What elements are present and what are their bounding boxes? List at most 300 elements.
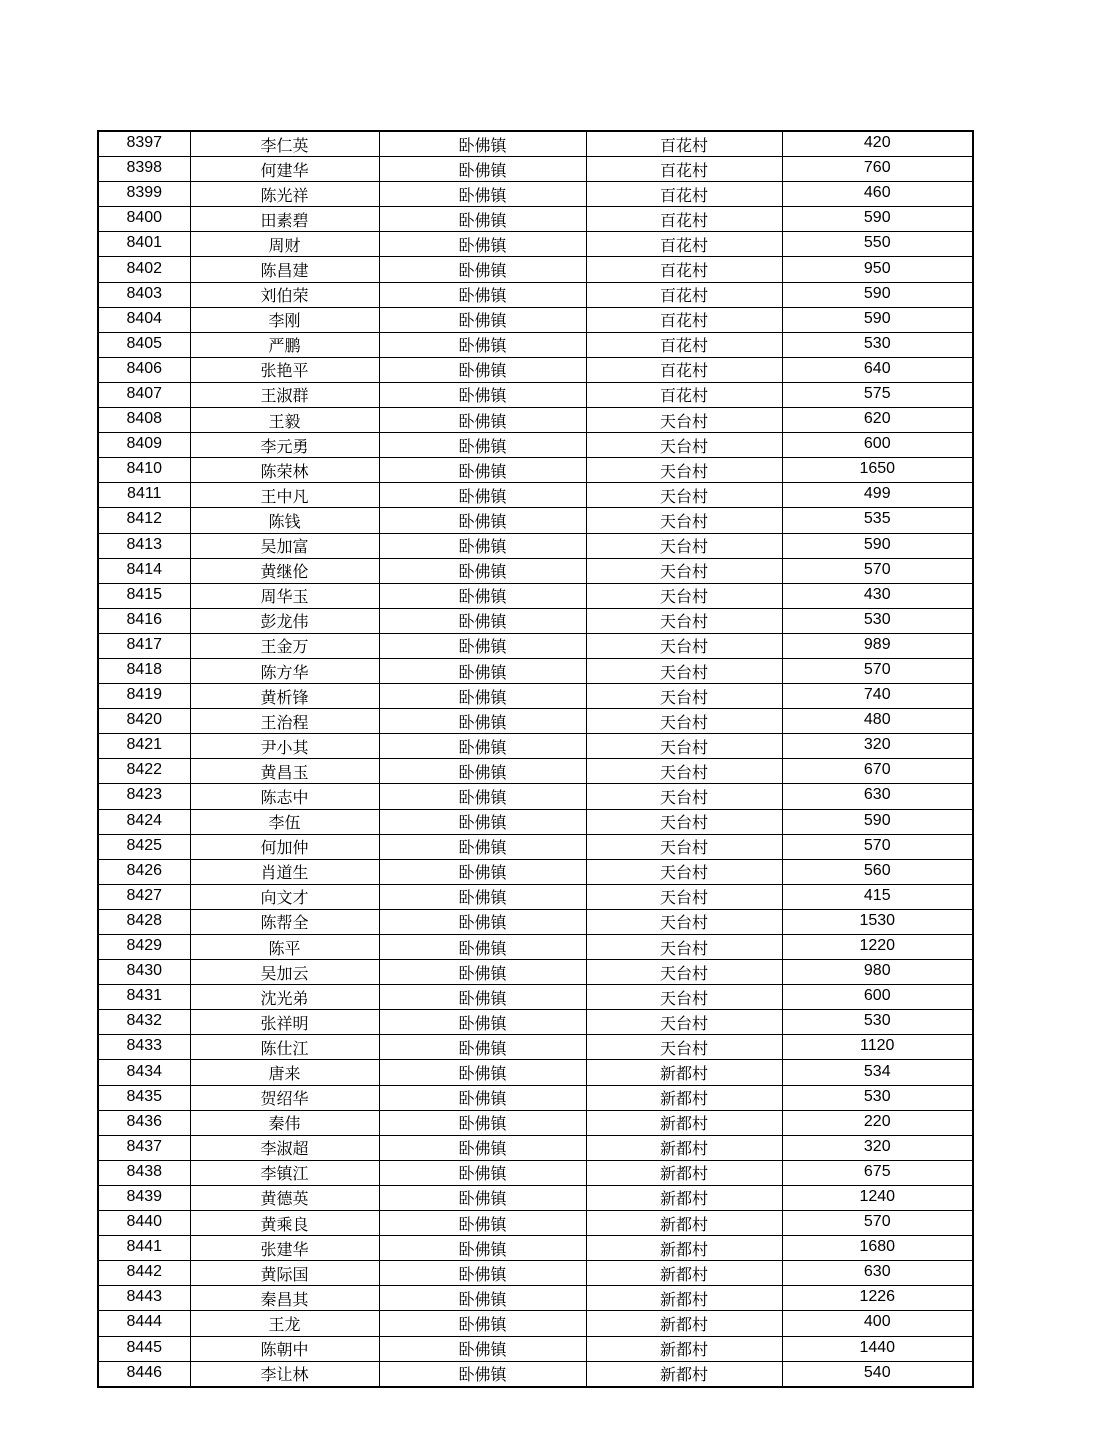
cell-village: 新都村: [586, 1135, 782, 1160]
cell-name: 王金万: [190, 633, 379, 658]
cell-id: 8406: [98, 357, 190, 382]
cell-id: 8443: [98, 1286, 190, 1311]
cell-town: 卧佛镇: [379, 157, 586, 182]
cell-id: 8425: [98, 834, 190, 859]
cell-village: 天台村: [586, 884, 782, 909]
cell-town: 卧佛镇: [379, 382, 586, 407]
cell-town: 卧佛镇: [379, 1185, 586, 1210]
cell-village: 天台村: [586, 433, 782, 458]
cell-id: 8431: [98, 985, 190, 1010]
table-row: [98, 960, 973, 985]
cell-amount: 630: [782, 1261, 973, 1286]
cell-name: 张艳平: [190, 357, 379, 382]
cell-village: 新都村: [586, 1311, 782, 1336]
cell-name: 何建华: [190, 157, 379, 182]
cell-id: 8439: [98, 1185, 190, 1210]
table-row: [98, 909, 973, 934]
cell-amount: 570: [782, 1211, 973, 1236]
cell-village: 新都村: [586, 1261, 782, 1286]
cell-village: 百花村: [586, 307, 782, 332]
cell-town: 卧佛镇: [379, 433, 586, 458]
cell-amount: 530: [782, 332, 973, 357]
table-row: [98, 935, 973, 960]
cell-town: 卧佛镇: [379, 633, 586, 658]
cell-amount: 415: [782, 884, 973, 909]
cell-id: 8407: [98, 382, 190, 407]
table-row: [98, 583, 973, 608]
cell-town: 卧佛镇: [379, 257, 586, 282]
cell-id: 8436: [98, 1110, 190, 1135]
cell-id: 8411: [98, 483, 190, 508]
cell-id: 8401: [98, 232, 190, 257]
cell-name: 王龙: [190, 1311, 379, 1336]
cell-amount: 460: [782, 182, 973, 207]
cell-village: 天台村: [586, 784, 782, 809]
cell-amount: 499: [782, 483, 973, 508]
cell-name: 黄继伦: [190, 558, 379, 583]
cell-amount: 560: [782, 859, 973, 884]
cell-amount: 1680: [782, 1236, 973, 1261]
table-row: [98, 1035, 973, 1060]
cell-village: 天台村: [586, 935, 782, 960]
cell-amount: 530: [782, 608, 973, 633]
cell-name: 唐来: [190, 1060, 379, 1085]
cell-town: 卧佛镇: [379, 483, 586, 508]
cell-name: 李刚: [190, 307, 379, 332]
cell-town: 卧佛镇: [379, 307, 586, 332]
table-row: [98, 1311, 973, 1336]
cell-amount: 1120: [782, 1035, 973, 1060]
cell-name: 陈方华: [190, 658, 379, 683]
table-row: [98, 1060, 973, 1085]
cell-name: 陈光祥: [190, 182, 379, 207]
table-row: [98, 332, 973, 357]
table-row: [98, 533, 973, 558]
cell-amount: 320: [782, 1135, 973, 1160]
cell-name: 李让林: [190, 1361, 379, 1387]
cell-id: 8435: [98, 1085, 190, 1110]
cell-village: 天台村: [586, 834, 782, 859]
cell-name: 李元勇: [190, 433, 379, 458]
table-row: [98, 734, 973, 759]
cell-name: 周华玉: [190, 583, 379, 608]
cell-town: 卧佛镇: [379, 458, 586, 483]
cell-name: 贺绍华: [190, 1085, 379, 1110]
cell-village: 新都村: [586, 1185, 782, 1210]
cell-name: 李淑超: [190, 1135, 379, 1160]
table-row: [98, 759, 973, 784]
cell-town: 卧佛镇: [379, 182, 586, 207]
cell-town: 卧佛镇: [379, 1336, 586, 1361]
cell-id: 8402: [98, 257, 190, 282]
cell-town: 卧佛镇: [379, 1286, 586, 1311]
cell-town: 卧佛镇: [379, 533, 586, 558]
cell-amount: 600: [782, 433, 973, 458]
cell-id: 8442: [98, 1261, 190, 1286]
cell-id: 8438: [98, 1160, 190, 1185]
cell-amount: 550: [782, 232, 973, 257]
cell-id: 8415: [98, 583, 190, 608]
table-row: [98, 483, 973, 508]
table-row: [98, 684, 973, 709]
cell-town: 卧佛镇: [379, 608, 586, 633]
table-row: [98, 1110, 973, 1135]
cell-amount: 534: [782, 1060, 973, 1085]
cell-name: 严鹏: [190, 332, 379, 357]
cell-id: 8403: [98, 282, 190, 307]
cell-amount: 220: [782, 1110, 973, 1135]
record-table: [97, 130, 974, 1388]
cell-id: 8446: [98, 1361, 190, 1387]
cell-id: 8405: [98, 332, 190, 357]
table-row: [98, 884, 973, 909]
cell-village: 百花村: [586, 207, 782, 232]
cell-village: 天台村: [586, 909, 782, 934]
cell-amount: 675: [782, 1160, 973, 1185]
cell-amount: 590: [782, 207, 973, 232]
cell-amount: 590: [782, 307, 973, 332]
cell-id: 8437: [98, 1135, 190, 1160]
table-row: [98, 1185, 973, 1210]
cell-id: 8427: [98, 884, 190, 909]
cell-name: 陈仕江: [190, 1035, 379, 1060]
table-row: [98, 1336, 973, 1361]
cell-id: 8441: [98, 1236, 190, 1261]
cell-town: 卧佛镇: [379, 583, 586, 608]
table-row: [98, 182, 973, 207]
cell-amount: 640: [782, 357, 973, 382]
cell-town: 卧佛镇: [379, 960, 586, 985]
cell-amount: 530: [782, 1010, 973, 1035]
cell-id: 8430: [98, 960, 190, 985]
cell-amount: 950: [782, 257, 973, 282]
cell-name: 李仁英: [190, 131, 379, 157]
cell-name: 王中凡: [190, 483, 379, 508]
cell-village: 新都村: [586, 1085, 782, 1110]
cell-id: 8420: [98, 709, 190, 734]
cell-name: 李镇江: [190, 1160, 379, 1185]
cell-id: 8414: [98, 558, 190, 583]
cell-village: 天台村: [586, 985, 782, 1010]
cell-name: 王毅: [190, 408, 379, 433]
cell-id: 8412: [98, 508, 190, 533]
cell-town: 卧佛镇: [379, 709, 586, 734]
cell-village: 天台村: [586, 558, 782, 583]
cell-name: 陈荣林: [190, 458, 379, 483]
table-row: [98, 1010, 973, 1035]
table-row: [98, 658, 973, 683]
cell-name: 田素碧: [190, 207, 379, 232]
cell-id: 8400: [98, 207, 190, 232]
cell-id: 8399: [98, 182, 190, 207]
table-row: [98, 1085, 973, 1110]
cell-town: 卧佛镇: [379, 985, 586, 1010]
cell-name: 黄析锋: [190, 684, 379, 709]
cell-name: 吴加云: [190, 960, 379, 985]
cell-name: 陈朝中: [190, 1336, 379, 1361]
cell-town: 卧佛镇: [379, 1110, 586, 1135]
cell-amount: 320: [782, 734, 973, 759]
table-row: [98, 357, 973, 382]
cell-name: 彭龙伟: [190, 608, 379, 633]
cell-village: 天台村: [586, 1010, 782, 1035]
cell-amount: 420: [782, 131, 973, 157]
table-row: [98, 834, 973, 859]
table-row: [98, 558, 973, 583]
cell-town: 卧佛镇: [379, 558, 586, 583]
cell-village: 天台村: [586, 583, 782, 608]
cell-amount: 535: [782, 508, 973, 533]
cell-name: 陈钱: [190, 508, 379, 533]
table-row: [98, 859, 973, 884]
cell-name: 刘伯荣: [190, 282, 379, 307]
cell-village: 百花村: [586, 282, 782, 307]
cell-village: 天台村: [586, 709, 782, 734]
cell-village: 天台村: [586, 458, 782, 483]
cell-village: 天台村: [586, 684, 782, 709]
cell-town: 卧佛镇: [379, 357, 586, 382]
cell-amount: 670: [782, 759, 973, 784]
cell-village: 新都村: [586, 1361, 782, 1387]
cell-id: 8404: [98, 307, 190, 332]
cell-name: 肖道生: [190, 859, 379, 884]
cell-amount: 620: [782, 408, 973, 433]
cell-name: 王淑群: [190, 382, 379, 407]
cell-id: 8416: [98, 608, 190, 633]
cell-town: 卧佛镇: [379, 1135, 586, 1160]
table-row: [98, 282, 973, 307]
cell-amount: 590: [782, 282, 973, 307]
cell-id: 8417: [98, 633, 190, 658]
cell-amount: 530: [782, 1085, 973, 1110]
cell-name: 黄乘良: [190, 1211, 379, 1236]
cell-amount: 1650: [782, 458, 973, 483]
table-row: [98, 408, 973, 433]
cell-amount: 1226: [782, 1286, 973, 1311]
cell-amount: 1220: [782, 935, 973, 960]
cell-amount: 575: [782, 382, 973, 407]
cell-village: 天台村: [586, 633, 782, 658]
table-row: [98, 157, 973, 182]
table-row: [98, 633, 973, 658]
table-row: [98, 508, 973, 533]
cell-village: 天台村: [586, 608, 782, 633]
cell-town: 卧佛镇: [379, 508, 586, 533]
cell-amount: 570: [782, 558, 973, 583]
table-row: [98, 1261, 973, 1286]
cell-village: 新都村: [586, 1286, 782, 1311]
cell-town: 卧佛镇: [379, 332, 586, 357]
cell-id: 8429: [98, 935, 190, 960]
cell-village: 天台村: [586, 960, 782, 985]
cell-town: 卧佛镇: [379, 809, 586, 834]
cell-town: 卧佛镇: [379, 207, 586, 232]
cell-amount: 600: [782, 985, 973, 1010]
cell-amount: 590: [782, 809, 973, 834]
cell-name: 秦伟: [190, 1110, 379, 1135]
cell-village: 百花村: [586, 131, 782, 157]
cell-amount: 570: [782, 834, 973, 859]
cell-village: 天台村: [586, 483, 782, 508]
cell-village: 天台村: [586, 859, 782, 884]
cell-village: 天台村: [586, 658, 782, 683]
cell-amount: 1530: [782, 909, 973, 934]
cell-name: 秦昌其: [190, 1286, 379, 1311]
cell-id: 8432: [98, 1010, 190, 1035]
table-row: [98, 433, 973, 458]
cell-id: 8410: [98, 458, 190, 483]
cell-id: 8421: [98, 734, 190, 759]
cell-village: 百花村: [586, 157, 782, 182]
cell-id: 8409: [98, 433, 190, 458]
cell-id: 8408: [98, 408, 190, 433]
cell-village: 天台村: [586, 1035, 782, 1060]
cell-name: 王治程: [190, 709, 379, 734]
table-row: [98, 1236, 973, 1261]
cell-name: 张建华: [190, 1236, 379, 1261]
cell-amount: 760: [782, 157, 973, 182]
table-row: [98, 307, 973, 332]
cell-id: 8398: [98, 157, 190, 182]
cell-amount: 430: [782, 583, 973, 608]
table-row: [98, 784, 973, 809]
cell-name: 黄昌玉: [190, 759, 379, 784]
cell-name: 尹小其: [190, 734, 379, 759]
cell-name: 陈志中: [190, 784, 379, 809]
cell-town: 卧佛镇: [379, 408, 586, 433]
cell-town: 卧佛镇: [379, 232, 586, 257]
cell-name: 陈平: [190, 935, 379, 960]
cell-town: 卧佛镇: [379, 1010, 586, 1035]
table-row: [98, 709, 973, 734]
cell-name: 陈帮全: [190, 909, 379, 934]
table-row: [98, 207, 973, 232]
cell-id: 8419: [98, 684, 190, 709]
table-row: [98, 809, 973, 834]
cell-village: 天台村: [586, 759, 782, 784]
cell-town: 卧佛镇: [379, 1085, 586, 1110]
cell-town: 卧佛镇: [379, 684, 586, 709]
cell-village: 百花村: [586, 257, 782, 282]
cell-village: 天台村: [586, 408, 782, 433]
cell-id: 8422: [98, 759, 190, 784]
cell-town: 卧佛镇: [379, 784, 586, 809]
cell-name: 黄际国: [190, 1261, 379, 1286]
cell-amount: 480: [782, 709, 973, 734]
cell-town: 卧佛镇: [379, 1035, 586, 1060]
cell-village: 新都村: [586, 1160, 782, 1185]
cell-town: 卧佛镇: [379, 834, 586, 859]
table-row: [98, 1160, 973, 1185]
cell-village: 新都村: [586, 1110, 782, 1135]
cell-name: 何加仲: [190, 834, 379, 859]
table-row: [98, 458, 973, 483]
cell-amount: 540: [782, 1361, 973, 1387]
cell-amount: 400: [782, 1311, 973, 1336]
cell-town: 卧佛镇: [379, 1261, 586, 1286]
cell-amount: 630: [782, 784, 973, 809]
cell-id: 8413: [98, 533, 190, 558]
cell-town: 卧佛镇: [379, 1211, 586, 1236]
cell-town: 卧佛镇: [379, 935, 586, 960]
cell-town: 卧佛镇: [379, 1160, 586, 1185]
cell-name: 向文才: [190, 884, 379, 909]
cell-village: 天台村: [586, 508, 782, 533]
table-row: [98, 382, 973, 407]
table-row: [98, 1211, 973, 1236]
cell-amount: 740: [782, 684, 973, 709]
cell-town: 卧佛镇: [379, 909, 586, 934]
cell-village: 新都村: [586, 1236, 782, 1261]
cell-town: 卧佛镇: [379, 759, 586, 784]
cell-town: 卧佛镇: [379, 1236, 586, 1261]
cell-town: 卧佛镇: [379, 1361, 586, 1387]
cell-village: 新都村: [586, 1211, 782, 1236]
cell-village: 百花村: [586, 357, 782, 382]
cell-id: 8426: [98, 859, 190, 884]
cell-village: 百花村: [586, 232, 782, 257]
cell-name: 张祥明: [190, 1010, 379, 1035]
cell-name: 李伍: [190, 809, 379, 834]
cell-name: 陈昌建: [190, 257, 379, 282]
cell-id: 8433: [98, 1035, 190, 1060]
table-row: [98, 1286, 973, 1311]
table-row: [98, 131, 973, 157]
table-row: [98, 257, 973, 282]
cell-amount: 980: [782, 960, 973, 985]
cell-town: 卧佛镇: [379, 658, 586, 683]
cell-amount: 590: [782, 533, 973, 558]
cell-town: 卧佛镇: [379, 859, 586, 884]
cell-town: 卧佛镇: [379, 1311, 586, 1336]
cell-village: 新都村: [586, 1336, 782, 1361]
table-row: [98, 1135, 973, 1160]
cell-name: 吴加富: [190, 533, 379, 558]
cell-id: 8397: [98, 131, 190, 157]
cell-village: 天台村: [586, 533, 782, 558]
cell-town: 卧佛镇: [379, 734, 586, 759]
record-table-body: [98, 131, 973, 1387]
cell-id: 8434: [98, 1060, 190, 1085]
cell-village: 天台村: [586, 734, 782, 759]
cell-name: 黄德英: [190, 1185, 379, 1210]
cell-amount: 989: [782, 633, 973, 658]
cell-village: 新都村: [586, 1060, 782, 1085]
cell-id: 8445: [98, 1336, 190, 1361]
cell-village: 天台村: [586, 809, 782, 834]
cell-amount: 570: [782, 658, 973, 683]
table-row: [98, 232, 973, 257]
cell-id: 8444: [98, 1311, 190, 1336]
cell-amount: 1440: [782, 1336, 973, 1361]
cell-id: 8423: [98, 784, 190, 809]
cell-village: 百花村: [586, 332, 782, 357]
cell-village: 百花村: [586, 382, 782, 407]
cell-name: 沈光弟: [190, 985, 379, 1010]
cell-id: 8424: [98, 809, 190, 834]
cell-town: 卧佛镇: [379, 131, 586, 157]
cell-town: 卧佛镇: [379, 282, 586, 307]
table-row: [98, 608, 973, 633]
cell-town: 卧佛镇: [379, 884, 586, 909]
cell-id: 8418: [98, 658, 190, 683]
table-row: [98, 1361, 973, 1387]
cell-id: 8440: [98, 1211, 190, 1236]
cell-name: 周财: [190, 232, 379, 257]
cell-amount: 1240: [782, 1185, 973, 1210]
cell-village: 百花村: [586, 182, 782, 207]
cell-town: 卧佛镇: [379, 1060, 586, 1085]
